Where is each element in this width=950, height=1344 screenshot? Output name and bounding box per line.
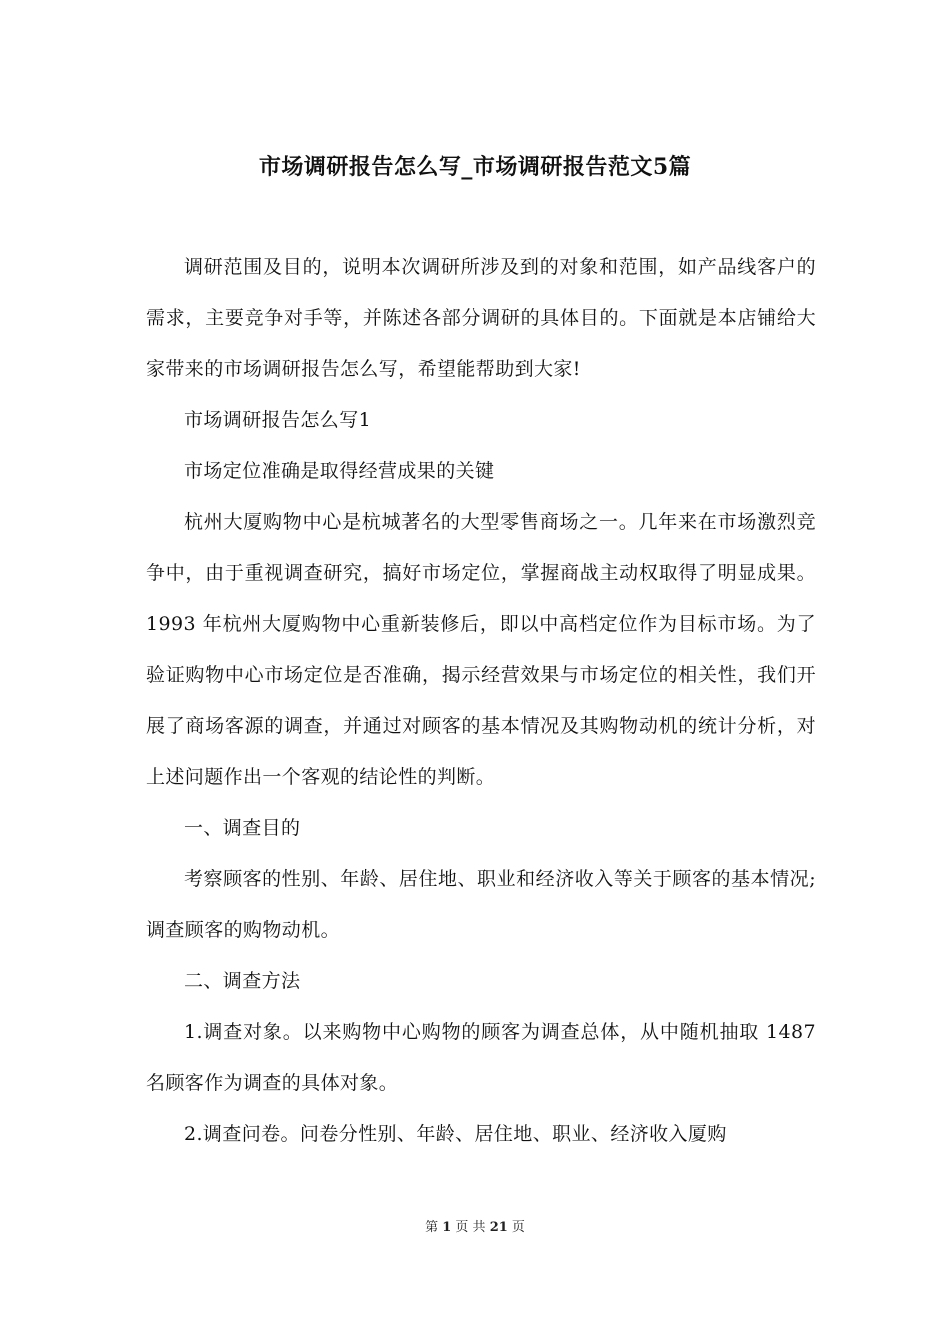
page-footer — [0, 1216, 950, 1235]
footer-prefix: 第 — [425, 1220, 439, 1235]
document-title: 市场调研报告怎么写_市场调研报告范文5篇 — [258, 154, 692, 180]
footer-suffix: 页 — [511, 1220, 525, 1235]
paragraph-purpose-text: 考察顾客的性别、年龄、居住地、职业和经济收入等关于顾客的基本情况;调查顾客的购物动机。 — [146, 868, 816, 941]
footer-current-page: 1 — [442, 1220, 452, 1235]
paragraph-intro: 调研范围及目的，说明本次调研所涉及到的对象和范围，如产品线客户的需求，主要竞争对手等，并陈述各部分调研的具体目的。下面就是本店铺给大家带来的市场调研报告怎么写，希望能帮助到大家! — [146, 256, 816, 380]
paragraph-section-method: 二、调查方法 — [184, 970, 301, 992]
paragraph-method-2: 2.调查问卷。问卷分性别、年龄、居住地、职业、经济收入厦购 — [184, 1123, 727, 1145]
paragraph-heading-report-1: 市场调研报告怎么写1 — [184, 409, 372, 431]
footer-total-pages: 21 — [489, 1220, 508, 1235]
paragraph-subheading: 市场定位准确是取得经营成果的关键 — [184, 460, 495, 482]
paragraph-background: 杭州大厦购物中心是杭城著名的大型零售商场之一。几年来在市场激烈竞争中，由于重视调查研究，搞好市场定位，掌握商战主动权取得了明显成果。1993 年杭州大厦购物中心重新装修后，即以中高档定位作为目标市场。为了验证购物中心市场定位是否准确，揭示经营效果与市场定位的相关性，我们开展了商场客源的调查，并通过对顾客的基本情况及其购物动机的统计分析，对上述问题作出一个客观的结论性的判断。 — [146, 511, 816, 788]
paragraph-method-1: 1.调查对象。以来购物中心购物的顾客为调查总体，从中随机抽取 1487 名顾客作为调查的具体对象。 — [146, 1021, 816, 1094]
document-body — [146, 242, 816, 1160]
footer-middle: 页 共 — [455, 1220, 486, 1235]
paragraph-section-purpose: 一、调查目的 — [184, 817, 301, 839]
